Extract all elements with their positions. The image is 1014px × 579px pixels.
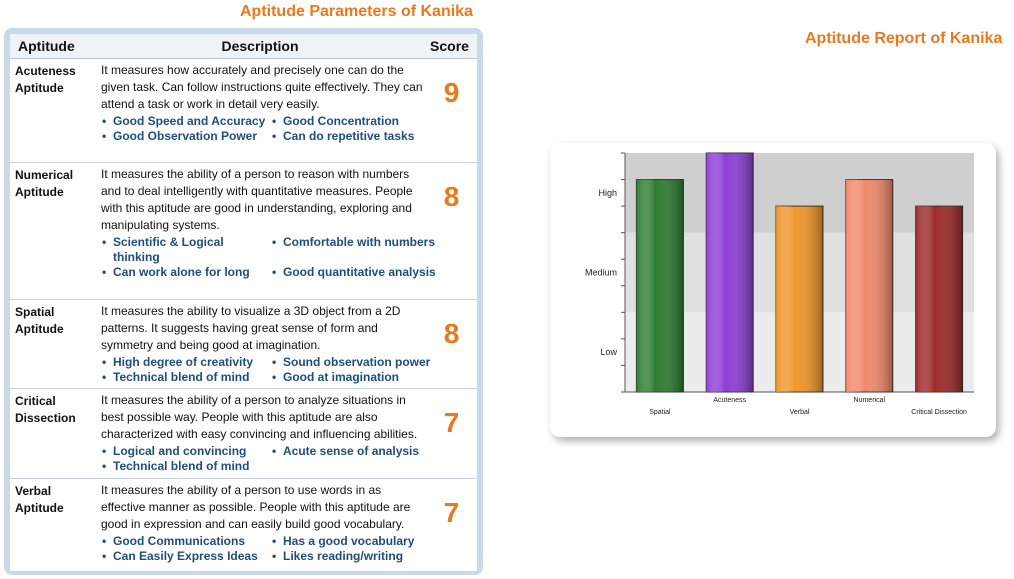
- bullet-item: • Good Communications: [101, 534, 271, 549]
- table-row: [10, 389, 477, 479]
- header-aptitude: Aptitude: [18, 38, 75, 54]
- aptitude-description: It measures the ability of a person to analyze situations in best possible way. People with this aptitude are also characterized with easy convincing and influencing abilities.: [101, 393, 418, 441]
- header-description: Description: [221, 38, 299, 54]
- bullet-list: [101, 355, 431, 385]
- report-title: Aptitude Report of Kanika: [805, 30, 1003, 47]
- aptitude-description: It measures how accurately and precisely one can do the given task. Can follow instructions quite effectively. They can attend a task or work in detail very easily.: [101, 63, 423, 111]
- bullet-item: • Technical blend of mind: [101, 370, 271, 385]
- bullet-item: • Good Observation Power: [101, 129, 271, 144]
- table-row: [10, 479, 477, 567]
- x-tick-label: Acuteness: [713, 397, 747, 404]
- aptitude-score: 9: [443, 77, 460, 108]
- aptitude-name: Spatial Aptitude: [15, 305, 64, 336]
- aptitude-description: It measures the ability of a person to reason with numbers and to deal intelligently with quantitative measures. People with this aptitude are good in understanding, exploring and manipulating systems.: [101, 167, 413, 232]
- bullet-item: • Likes reading/writing: [271, 549, 441, 564]
- aptitude-description: It measures the ability to visualize a 3D object from a 2D patterns. It suggests having great sense of form and symmetry and being good at imagination.: [101, 304, 401, 352]
- aptitude-description: It measures the ability of a person to use words in as effective manner as possible. People with this aptitude are good in expression and can easily build good vocabulary.: [101, 483, 411, 531]
- x-tick-label: Verbal: [789, 409, 810, 416]
- bullet-item: • Good Concentration: [271, 114, 441, 129]
- bullet-list: [101, 235, 436, 280]
- parameters-title: Aptitude Parameters of Kanika: [240, 3, 473, 20]
- bar-shading: [706, 153, 753, 392]
- x-tick-label: Numerical: [853, 397, 886, 404]
- bullet-item: • High degree of creativity: [101, 355, 271, 370]
- bullet-item: • Can work alone for long: [101, 265, 271, 280]
- header-score: Score: [430, 38, 469, 54]
- aptitude-score: 8: [443, 181, 460, 212]
- bullet-item: • Has a good vocabulary: [271, 534, 441, 549]
- y-tick-label: Medium: [584, 267, 617, 278]
- chart-svg: [550, 143, 996, 437]
- x-tick-label: Critical Dissection: [911, 409, 967, 416]
- bullet-item: • Can do repetitive tasks: [271, 129, 441, 144]
- bullet-list: [101, 114, 426, 144]
- aptitude-score: 8: [443, 318, 460, 349]
- bullet-list: [101, 444, 426, 474]
- bullet-item: • Good quantitative analysis: [271, 265, 441, 280]
- aptitude-name: Verbal Aptitude: [15, 484, 64, 515]
- bar-shading: [846, 180, 893, 392]
- bar-shading: [916, 206, 963, 392]
- bullet-item: • Good Speed and Accuracy: [101, 114, 271, 129]
- table-row: [10, 300, 477, 389]
- table-row: [10, 59, 477, 163]
- bullet-item: • Logical and convincing: [101, 444, 271, 459]
- x-tick-label: Spatial: [649, 409, 671, 416]
- bullet-item: • Technical blend of mind: [101, 459, 271, 474]
- aptitude-table-panel: [4, 28, 483, 575]
- aptitude-bar-chart: [550, 143, 996, 437]
- y-tick-label: Low: [600, 347, 617, 358]
- bullet-item: • Good at imagination: [271, 370, 441, 385]
- bullet-item: • Comfortable with numbers: [271, 235, 441, 265]
- aptitude-table: [10, 34, 477, 571]
- y-tick-label: High: [598, 187, 617, 198]
- table-header: [10, 34, 477, 59]
- aptitude-score: 7: [443, 497, 460, 528]
- bullet-item: • Can Easily Express Ideas: [101, 549, 271, 564]
- bar-shading: [636, 180, 683, 392]
- aptitude-name: Critical Dissection: [15, 394, 76, 425]
- bullet-item: • Acute sense of analysis: [271, 444, 441, 459]
- aptitude-name: Numerical Aptitude: [15, 168, 74, 199]
- table-row: [10, 163, 477, 300]
- bullet-item: • Sound observation power: [271, 355, 441, 370]
- aptitude-score: 7: [443, 407, 460, 438]
- bullet-list: [101, 534, 426, 564]
- aptitude-name: Acuteness Aptitude: [15, 64, 76, 95]
- bar-shading: [776, 206, 823, 392]
- bullet-item: • Scientific & Logical thinking: [101, 235, 271, 265]
